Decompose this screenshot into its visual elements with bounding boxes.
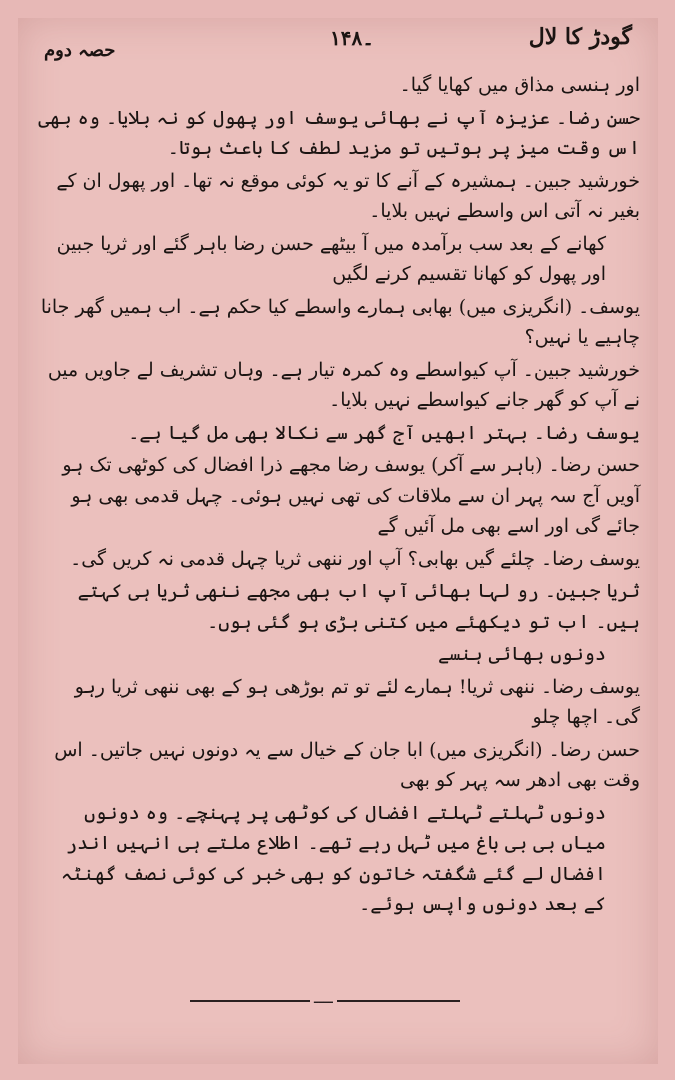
paragraph: خورشید جبین۔ ہمشیرہ کے آنے کا تو یہ کوئی موقع نہ تھا۔ اور پھول ان کے بغیر نہ آتی اس واسطے نہیں بلایا۔ xyxy=(56,169,640,222)
paragraph: دونوں ٹہلتے ٹہلتے افضال کی کوٹھی پر پہنچے۔ وہ دونوں میاں بی بی باغ میں ٹہل رہے تھے۔ اطلاع ملتے ہی انہیں اندر افضال لے گئے شگفتہ خاتون کو بھی خبر کی کوئی نصف گھنٹہ کے بعد دونوں واپس ہوئے۔ xyxy=(60,801,606,915)
paragraph: حسن رضا۔ عزیزہ آپ نے بھائی یوسف اور پھول کو نہ بلایا۔ وہ بھی اس وقت میز پر ہوتیں تو مزید لطف کا باعث ہوتا۔ xyxy=(38,106,640,159)
paragraph: خورشید جبین۔ آپ کیواسطے وہ کمرہ تیار ہے۔ وہاں تشریف لے جاویں میں نے آپ کو گھر جانے کیواسطے نہیں بلایا۔ xyxy=(47,358,640,411)
paragraph: کھانے کے بعد سب برآمدہ میں آ بیٹھے حسن رضا باہر گئے اور ثریا جبین اور پھول کو کھانا تقسیم کرنے لگیں xyxy=(56,232,606,285)
page-body xyxy=(38,70,640,922)
paragraph: ثریا جبین۔ رو لہا بھائی آپ اب بھی مجھے ننھی ثریا ہی کہتے ہیں۔ اب تو دیکھئے میں کتنی بڑی ہو گئی ہوں۔ xyxy=(77,580,640,633)
book-page xyxy=(18,18,658,1064)
page-header xyxy=(18,18,658,78)
footer-mark: ــــ xyxy=(310,988,337,1007)
paragraph: یوسف۔ (انگریزی میں) بھابی ہمارے واسطے کیا حکم ہے۔ اب ہمیں گھر جانا چاہیے یا نہیں؟ xyxy=(40,295,640,348)
page-number: ۱۴۸۔ xyxy=(330,26,374,50)
paragraph: حسن رضا۔ (انگریزی میں) ابا جان کے خیال سے یہ دونوں نہیں جاتیں۔ اس وقت بھی ادھر سہ پہر کو بھی xyxy=(54,738,640,791)
paragraph: یوسف رضا۔ بہتر ابھیں آج گھر سے نکالا بھی مل گیا ہے۔ xyxy=(128,421,640,444)
paragraph: دونوں بھائی ہنسے xyxy=(438,643,606,665)
paragraph: یوسف رضا۔ ننھی ثریا! ہمارے لئے تو تم بوڑھی ہو کے بھی ننھی ثریا رہو گی۔ اچھا چلو xyxy=(74,675,640,728)
paragraph: حسن رضا۔ (باہر سے آکر) یوسف رضا مجھے ذرا افضال کی کوٹھی تک ہو آویں آج سہ پہر ان سے ملاقات کی تھی نہیں ہوئی۔ چہل قدمی بھی ہو جائے گی اور اسے بھی مل آئیں گے xyxy=(62,454,640,537)
book-title: گودڑ کا لال xyxy=(528,24,632,50)
paragraph: یوسف رضا۔ چلئے گیں بھابی؟ آپ اور ننھی ثریا چہل قدمی نہ کریں گی۔ xyxy=(70,547,640,570)
paragraph: اور ہنسی مذاق میں کھایا گیا۔ xyxy=(399,74,640,96)
part-label: حصہ دوم xyxy=(44,40,116,61)
